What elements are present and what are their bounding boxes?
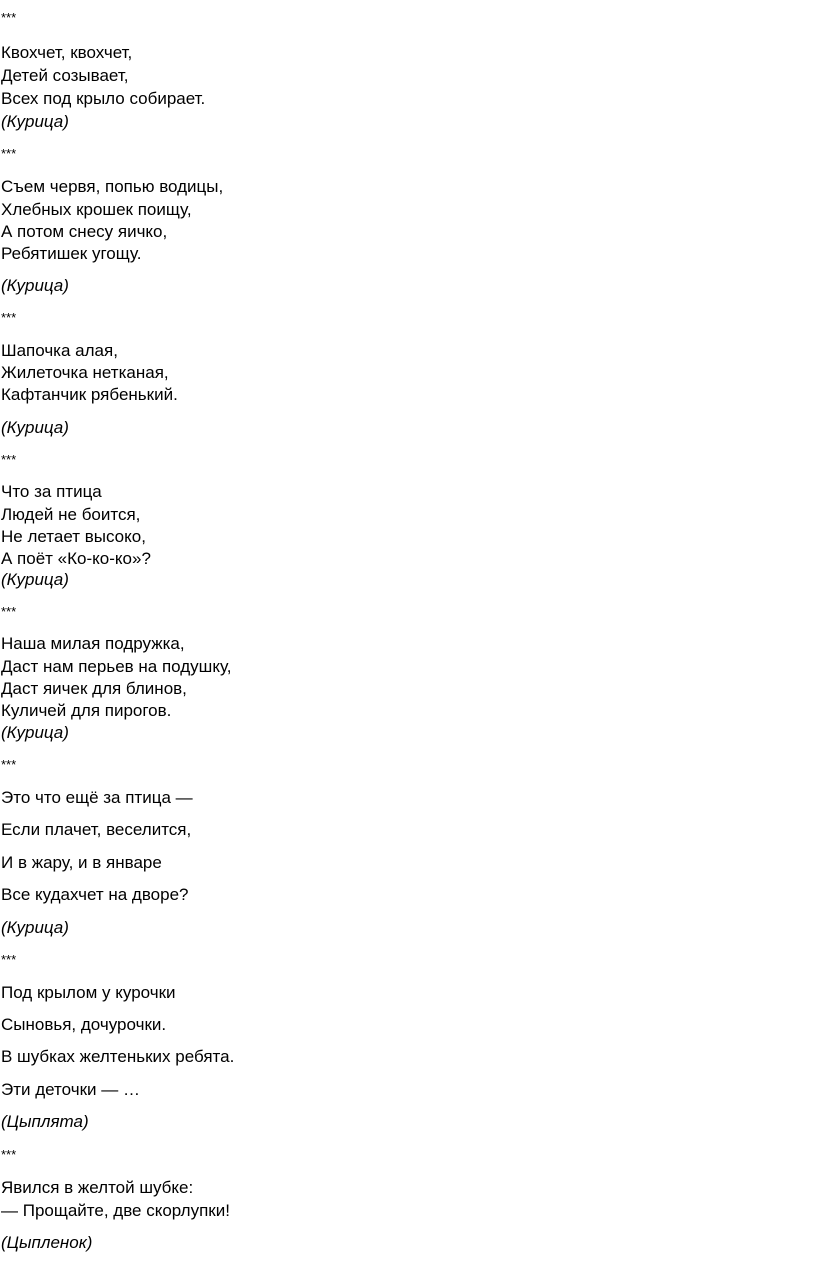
riddle-line: Под крылом у курочки xyxy=(1,983,176,1002)
separator: *** xyxy=(1,310,17,325)
riddle-line: В шубках желтеньких ребята. xyxy=(1,1047,235,1066)
riddle-answer: (Курица) xyxy=(1,570,69,589)
riddle-line: Сыновья, дочурочки. xyxy=(1,1015,167,1034)
riddle-line: Квохчет, квохчет, xyxy=(1,43,133,62)
riddle-line: Куличей для пирогов. xyxy=(1,701,172,720)
riddle-answer: (Курица) xyxy=(1,112,69,131)
riddle-line: — Прощайте, две скорлупки! xyxy=(1,1201,230,1220)
riddle-answer: (Курица) xyxy=(1,918,69,937)
riddle-line: Не летает высоко, xyxy=(1,527,146,546)
riddle-line: Даст яичек для блинов, xyxy=(1,679,187,698)
riddle-line: Ребятишек угощу. xyxy=(1,244,142,263)
riddle-line: Съем червя, попью водицы, xyxy=(1,177,224,196)
separator: *** xyxy=(1,1147,17,1162)
riddle-line: Это что ещё за птица — xyxy=(1,788,193,807)
riddle-line: Явился в желтой шубке: xyxy=(1,1178,194,1197)
riddle-answer: (Цыплята) xyxy=(1,1112,89,1131)
riddle-line: Кафтанчик рябенький. xyxy=(1,385,178,404)
separator: *** xyxy=(1,146,17,161)
riddle-answer: (Курица) xyxy=(1,723,69,742)
riddle-line: И в жару, и в январе xyxy=(1,853,162,872)
riddle-line: Детей созывает, xyxy=(1,66,129,85)
riddle-line: Шапочка алая, xyxy=(1,341,118,360)
riddle-line: Наша милая подружка, xyxy=(1,634,185,653)
riddle-line: Хлебных крошек поищу, xyxy=(1,200,192,219)
riddle-line: А поёт «Ко-ко-ко»? xyxy=(1,549,151,568)
riddle-line: Что за птица xyxy=(1,482,102,501)
separator: *** xyxy=(1,952,17,967)
riddle-line: Все кудахчет на дворе? xyxy=(1,885,189,904)
riddle-answer: (Цыпленок) xyxy=(1,1233,93,1252)
riddle-answer: (Курица) xyxy=(1,276,69,295)
riddle-line: А потом снесу яичко, xyxy=(1,222,168,241)
riddle-line: Даст нам перьев на подушку, xyxy=(1,657,232,676)
separator: *** xyxy=(1,452,17,467)
riddle-line: Эти деточки — … xyxy=(1,1080,140,1099)
riddle-line: Всех под крыло собирает. xyxy=(1,89,206,108)
riddle-answer: (Курица) xyxy=(1,418,69,437)
separator: *** xyxy=(1,10,17,25)
separator: *** xyxy=(1,604,17,619)
riddle-line: Если плачет, веселится, xyxy=(1,820,192,839)
riddle-line: Жилеточка нетканая, xyxy=(1,363,169,382)
separator: *** xyxy=(1,757,17,772)
riddle-line: Людей не боится, xyxy=(1,505,141,524)
